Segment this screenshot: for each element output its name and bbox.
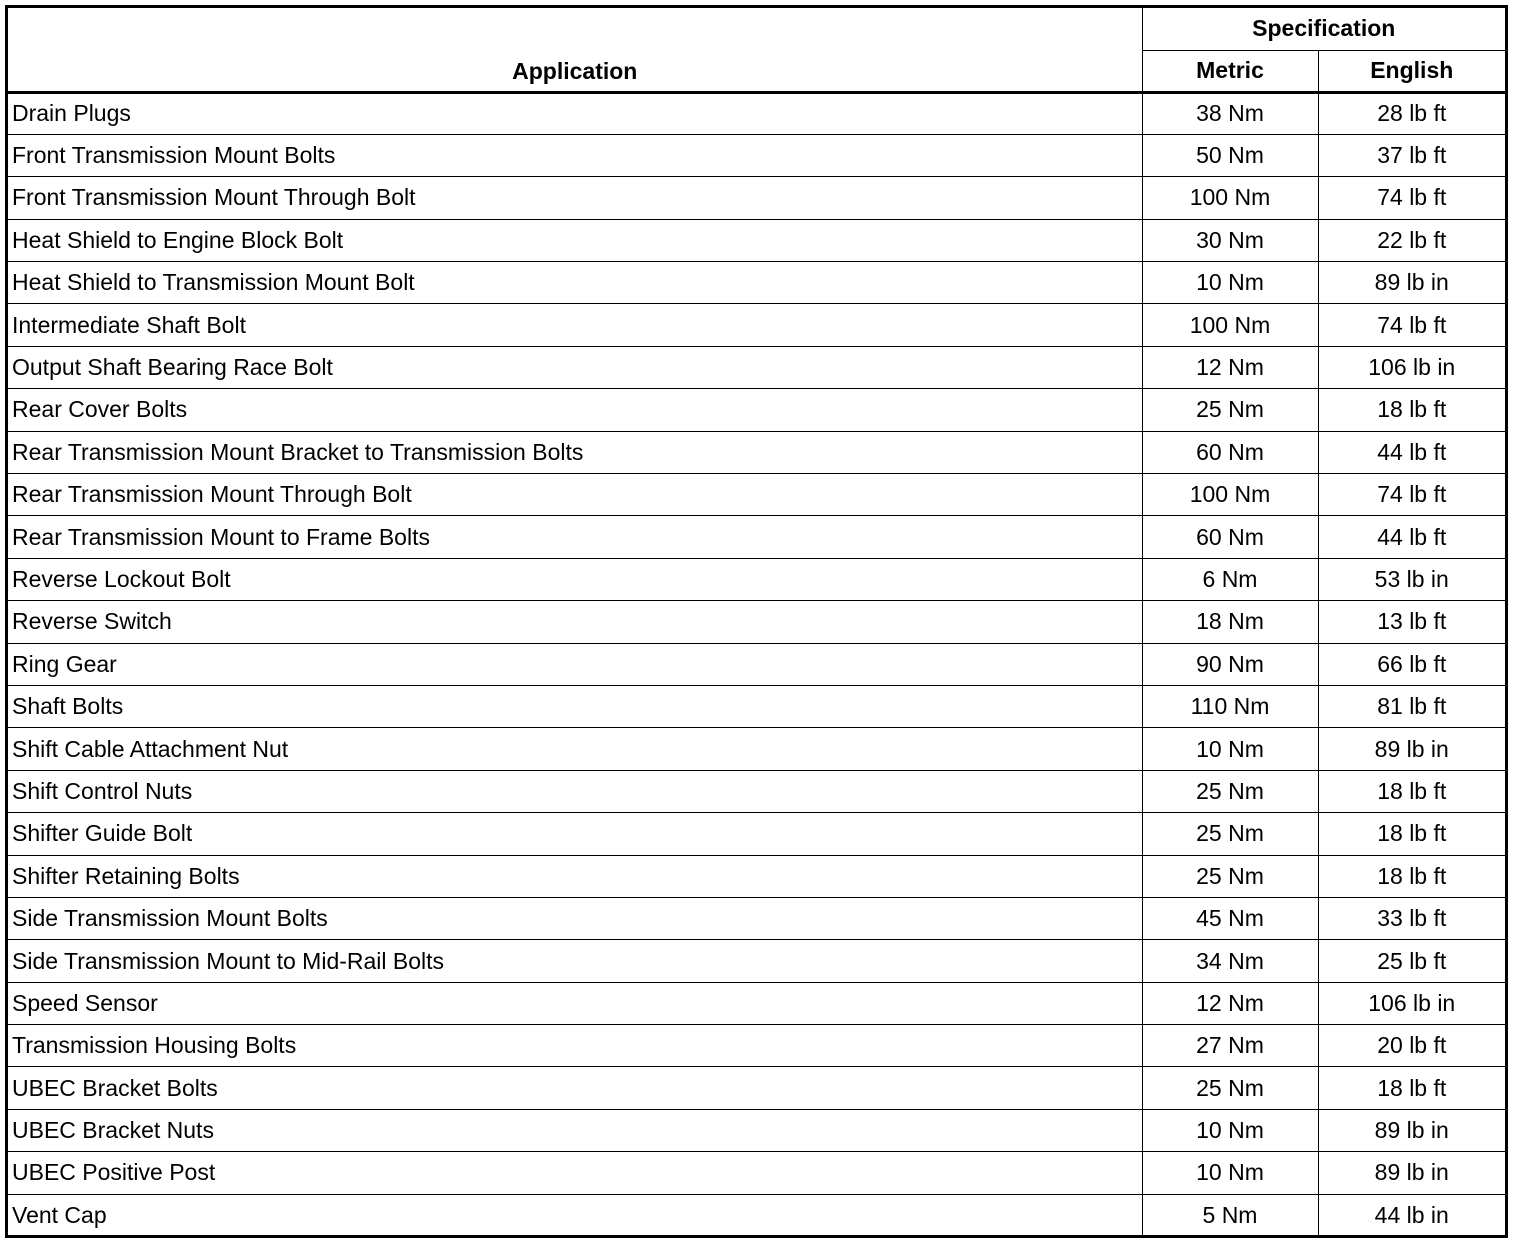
application-cell: Shaft Bolts: [8, 685, 1142, 727]
application-cell: Shifter Guide Bolt: [8, 813, 1142, 855]
application-cell: Drain Plugs: [8, 92, 1142, 134]
metric-cell: 25 Nm: [1142, 770, 1318, 812]
application-cell: Rear Cover Bolts: [8, 389, 1142, 431]
table-row: [8, 813, 1505, 855]
column-header-metric: Metric: [1142, 50, 1318, 92]
metric-cell: 60 Nm: [1142, 431, 1318, 473]
metric-cell: 5 Nm: [1142, 1194, 1318, 1236]
application-cell: Front Transmission Mount Through Bolt: [8, 177, 1142, 219]
table-row: [8, 134, 1505, 176]
application-cell: Vent Cap: [8, 1194, 1142, 1236]
application-cell: Shift Control Nuts: [8, 770, 1142, 812]
application-cell: Rear Transmission Mount Through Bolt: [8, 474, 1142, 516]
application-cell: Side Transmission Mount Bolts: [8, 897, 1142, 939]
table-row: [8, 558, 1505, 600]
metric-cell: 10 Nm: [1142, 1109, 1318, 1151]
application-cell: Side Transmission Mount to Mid-Rail Bolts: [8, 940, 1142, 982]
application-cell: Intermediate Shaft Bolt: [8, 304, 1142, 346]
table-row: [8, 643, 1505, 685]
table-row: [8, 346, 1505, 388]
english-cell: 22 lb ft: [1318, 219, 1505, 261]
application-cell: Output Shaft Bearing Race Bolt: [8, 346, 1142, 388]
table-row: [8, 304, 1505, 346]
english-cell: 89 lb in: [1318, 728, 1505, 770]
application-cell: Transmission Housing Bolts: [8, 1025, 1142, 1067]
application-cell: Ring Gear: [8, 643, 1142, 685]
metric-cell: 10 Nm: [1142, 1152, 1318, 1194]
metric-cell: 50 Nm: [1142, 134, 1318, 176]
metric-cell: 27 Nm: [1142, 1025, 1318, 1067]
metric-cell: 25 Nm: [1142, 1067, 1318, 1109]
metric-cell: 100 Nm: [1142, 474, 1318, 516]
english-cell: 18 lb ft: [1318, 813, 1505, 855]
table-header: [8, 8, 1505, 92]
table-body: [8, 92, 1505, 1237]
metric-cell: 18 Nm: [1142, 601, 1318, 643]
table-row: [8, 1109, 1505, 1151]
english-cell: 13 lb ft: [1318, 601, 1505, 643]
table-row: [8, 389, 1505, 431]
table-row: [8, 770, 1505, 812]
table-row: [8, 177, 1505, 219]
table-row: [8, 431, 1505, 473]
application-cell: Rear Transmission Mount to Frame Bolts: [8, 516, 1142, 558]
english-cell: 25 lb ft: [1318, 940, 1505, 982]
english-cell: 18 lb ft: [1318, 855, 1505, 897]
english-cell: 53 lb in: [1318, 558, 1505, 600]
metric-cell: 110 Nm: [1142, 685, 1318, 727]
application-cell: Shift Cable Attachment Nut: [8, 728, 1142, 770]
table-row: [8, 855, 1505, 897]
english-cell: 89 lb in: [1318, 1152, 1505, 1194]
table-row: [8, 92, 1505, 134]
metric-cell: 12 Nm: [1142, 982, 1318, 1024]
metric-cell: 10 Nm: [1142, 262, 1318, 304]
metric-cell: 30 Nm: [1142, 219, 1318, 261]
english-cell: 37 lb ft: [1318, 134, 1505, 176]
english-cell: 44 lb in: [1318, 1194, 1505, 1236]
fastener-spec-table-frame: [5, 5, 1508, 1238]
fastener-spec-table: [8, 8, 1505, 1237]
application-cell: Speed Sensor: [8, 982, 1142, 1024]
application-cell: UBEC Bracket Bolts: [8, 1067, 1142, 1109]
application-cell: Heat Shield to Engine Block Bolt: [8, 219, 1142, 261]
header-row-top: [8, 8, 1505, 50]
column-header-specification: Specification: [1142, 8, 1505, 50]
metric-cell: 60 Nm: [1142, 516, 1318, 558]
application-cell: Front Transmission Mount Bolts: [8, 134, 1142, 176]
application-cell: UBEC Positive Post: [8, 1152, 1142, 1194]
english-cell: 28 lb ft: [1318, 92, 1505, 134]
application-cell: Shifter Retaining Bolts: [8, 855, 1142, 897]
metric-cell: 6 Nm: [1142, 558, 1318, 600]
metric-cell: 12 Nm: [1142, 346, 1318, 388]
table-row: [8, 982, 1505, 1024]
english-cell: 74 lb ft: [1318, 474, 1505, 516]
english-cell: 18 lb ft: [1318, 389, 1505, 431]
application-cell: Reverse Lockout Bolt: [8, 558, 1142, 600]
application-cell: Rear Transmission Mount Bracket to Transmission Bolts: [8, 431, 1142, 473]
english-cell: 44 lb ft: [1318, 516, 1505, 558]
metric-cell: 38 Nm: [1142, 92, 1318, 134]
english-cell: 44 lb ft: [1318, 431, 1505, 473]
metric-cell: 10 Nm: [1142, 728, 1318, 770]
table-row: [8, 601, 1505, 643]
table-row: [8, 940, 1505, 982]
column-header-application: Application: [8, 8, 1142, 92]
metric-cell: 25 Nm: [1142, 813, 1318, 855]
english-cell: 33 lb ft: [1318, 897, 1505, 939]
table-row: [8, 897, 1505, 939]
english-cell: 89 lb in: [1318, 1109, 1505, 1151]
metric-cell: 45 Nm: [1142, 897, 1318, 939]
metric-cell: 25 Nm: [1142, 855, 1318, 897]
english-cell: 18 lb ft: [1318, 770, 1505, 812]
table-row: [8, 1067, 1505, 1109]
english-cell: 74 lb ft: [1318, 304, 1505, 346]
table-row: [8, 1025, 1505, 1067]
english-cell: 20 lb ft: [1318, 1025, 1505, 1067]
english-cell: 74 lb ft: [1318, 177, 1505, 219]
english-cell: 106 lb in: [1318, 346, 1505, 388]
table-row: [8, 262, 1505, 304]
table-row: [8, 474, 1505, 516]
application-cell: Heat Shield to Transmission Mount Bolt: [8, 262, 1142, 304]
english-cell: 81 lb ft: [1318, 685, 1505, 727]
column-header-english: English: [1318, 50, 1505, 92]
application-cell: UBEC Bracket Nuts: [8, 1109, 1142, 1151]
english-cell: 66 lb ft: [1318, 643, 1505, 685]
metric-cell: 34 Nm: [1142, 940, 1318, 982]
table-row: [8, 685, 1505, 727]
table-row: [8, 728, 1505, 770]
table-row: [8, 1152, 1505, 1194]
english-cell: 106 lb in: [1318, 982, 1505, 1024]
table-row: [8, 219, 1505, 261]
metric-cell: 100 Nm: [1142, 177, 1318, 219]
english-cell: 18 lb ft: [1318, 1067, 1505, 1109]
metric-cell: 25 Nm: [1142, 389, 1318, 431]
table-row: [8, 516, 1505, 558]
application-cell: Reverse Switch: [8, 601, 1142, 643]
table-row: [8, 1194, 1505, 1236]
english-cell: 89 lb in: [1318, 262, 1505, 304]
metric-cell: 100 Nm: [1142, 304, 1318, 346]
metric-cell: 90 Nm: [1142, 643, 1318, 685]
